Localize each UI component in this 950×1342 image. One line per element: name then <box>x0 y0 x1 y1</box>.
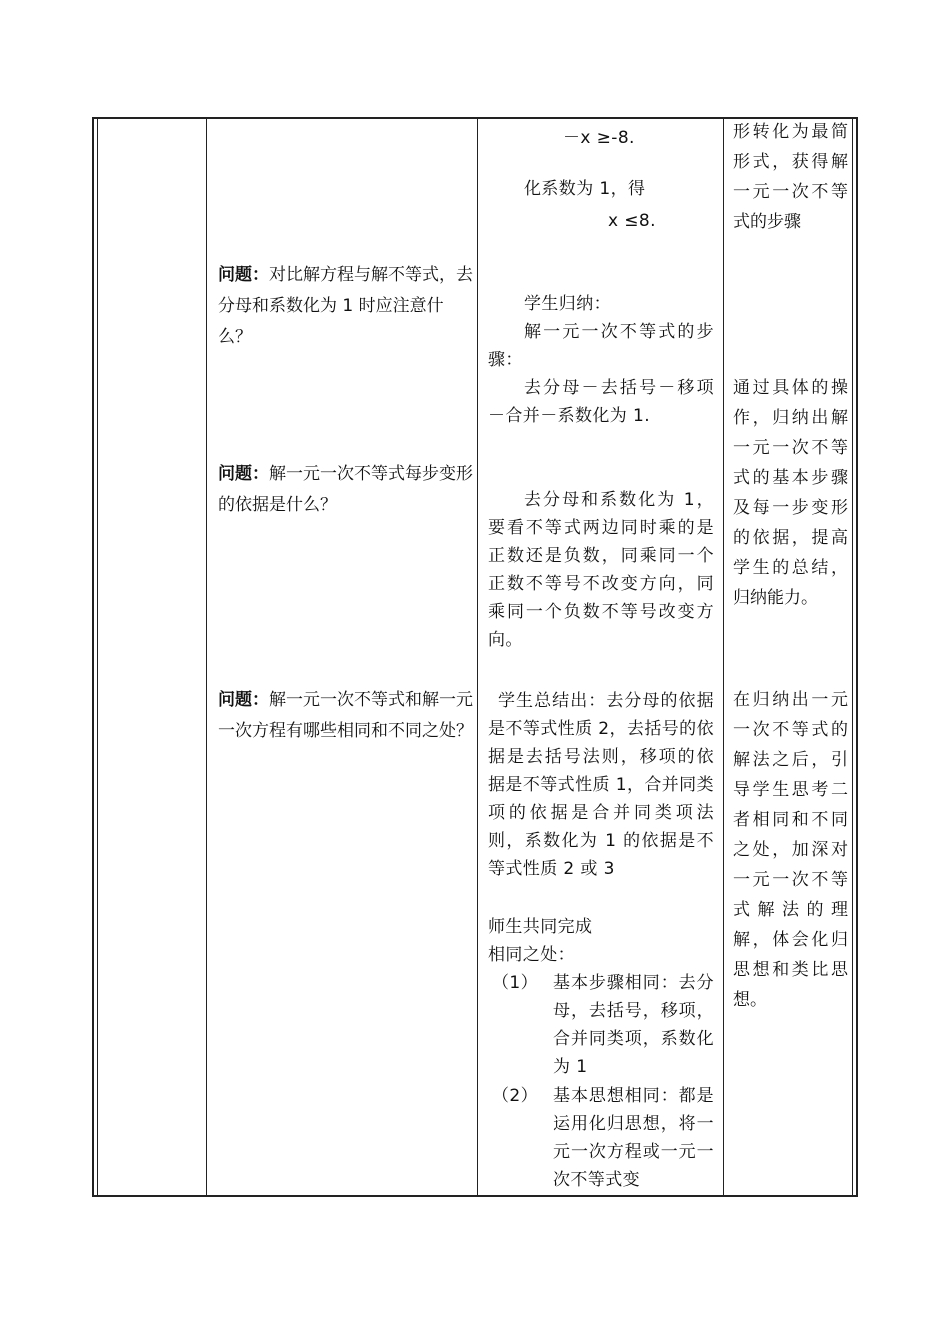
question-2 <box>218 459 473 521</box>
student-induction-label: 学生归纳： <box>524 294 611 314</box>
question-1 <box>218 260 473 353</box>
lesson-table <box>92 117 858 1197</box>
question-label: 问题： <box>218 464 269 484</box>
table-inner-left-border <box>97 119 98 1195</box>
sign-direction-note: 去分母和系数化为 1，要看不等式两边同时乘的是正数还是负数，同乘同一个正数不等号不改变方向，同乘同一个负数不等号改变方向。 <box>488 490 714 650</box>
column-divider-1 <box>206 119 207 1195</box>
steps-sequence: 去分母－去括号－移项－合并－系数化为 1. <box>488 378 714 426</box>
question-text: 解一元一次不等式每步变形的依据是什么？ <box>218 464 473 515</box>
student-summary: 学生总结出：去分母的依据是不等式性质 2，去括号的依据是去括号法则，移项的依据是不等式性质 1，合并同类项的依据是合并同类项法则，系数化为 1 的依据是不等式性质 2 或 3 <box>488 691 714 879</box>
question-text: 对比解方程与解不等式，去分母和系数化为 1 时应注意什么？ <box>218 265 473 347</box>
inequality-step-2: x ≤8. <box>608 211 656 231</box>
list-item-number: （2） <box>492 1086 539 1106</box>
list-item: 基本步骤相同：去分母，去括号，移项，合并同类项，系数化为 1 <box>553 973 714 1077</box>
question-text: 解一元一次不等式和解一元一次方程有哪些相同和不同之处？ <box>218 690 473 741</box>
column-divider-3 <box>723 119 724 1195</box>
question-label: 问题： <box>218 265 269 285</box>
steps-title: 解一元一次不等式的步骤： <box>488 322 714 370</box>
question-3 <box>218 685 473 747</box>
together-label: 师生共同完成 <box>488 917 593 937</box>
column-divider-2 <box>477 119 478 1195</box>
table-inner-right-border <box>852 119 853 1195</box>
inequality-step-1: －x ≥-8. <box>563 128 635 148</box>
list-item: 基本思想相同：都是运用化归思想，将一元一次方程或一元一次不等式变 <box>553 1086 714 1190</box>
question-label: 问题： <box>218 690 269 710</box>
design-note-3: 在归纳出一元一次不等式的解法之后，引导学生思考二者相同和不同之处，加深对一元一次不等式解法的理解，体会化归思想和类比思想。 <box>733 690 848 1010</box>
coefficient-step-label: 化系数为 1，得 <box>524 179 646 199</box>
design-note-1: 形转化为最简形式，获得解一元一次不等式的步骤 <box>733 122 848 232</box>
list-item-number: （1） <box>492 973 539 993</box>
same-points-label: 相同之处： <box>488 945 575 965</box>
design-note-2: 通过具体的操作，归纳出解一元一次不等式的基本步骤及每一步变形的依据，提高学生的总结，归纳能力。 <box>733 378 848 608</box>
